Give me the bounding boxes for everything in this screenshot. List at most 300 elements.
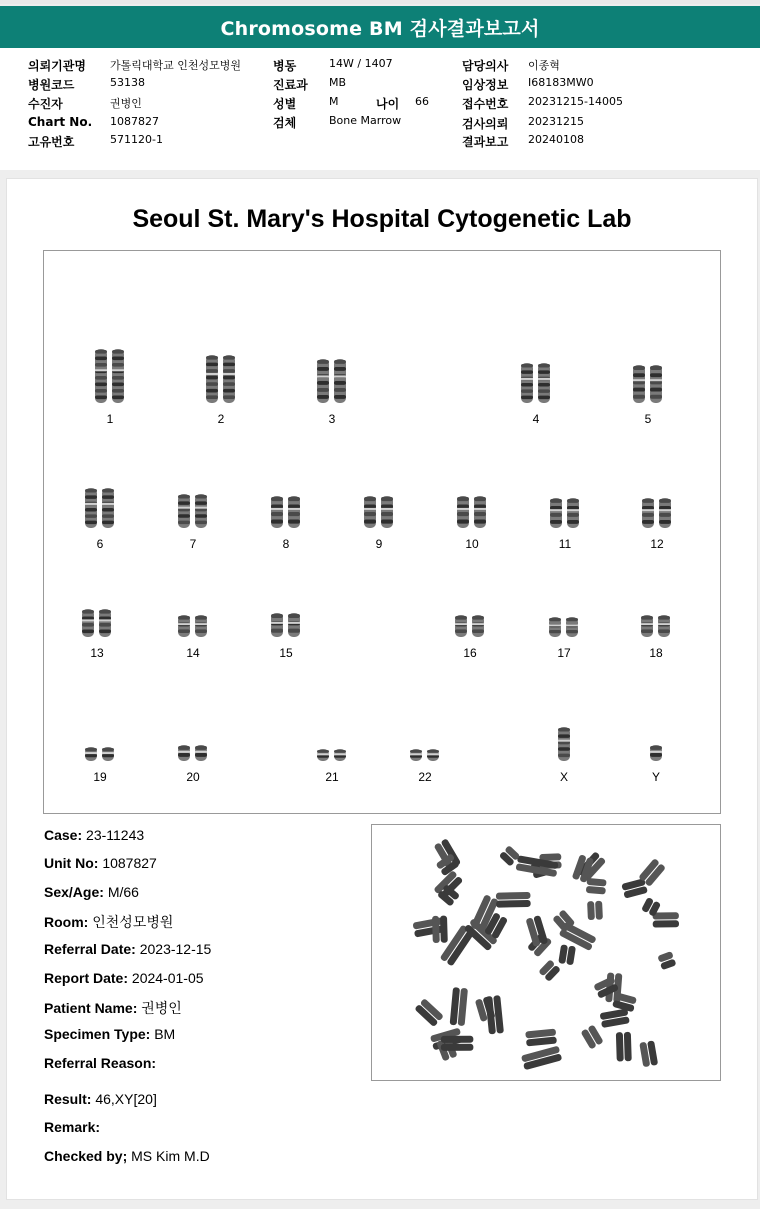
chromosome-band (650, 395, 662, 399)
chromosome-band (381, 497, 393, 501)
chromosome-band (550, 513, 562, 517)
chromosome-pair (175, 614, 211, 638)
centromere (85, 503, 97, 505)
metaphase-chromosome (580, 1024, 603, 1049)
chromosome-label: 12 (650, 537, 664, 551)
chromosome-band (659, 520, 671, 524)
centromere (271, 622, 283, 624)
centromere (178, 623, 190, 625)
chromosome-band (658, 629, 670, 633)
chromosome-band (633, 395, 645, 399)
chromosome-label: 16 (463, 646, 477, 660)
info-label: 진료과 (273, 78, 308, 92)
chromosome-pair (82, 746, 118, 762)
centromere (223, 373, 235, 375)
chromosome-band (659, 513, 671, 517)
chromosome-band (82, 610, 94, 614)
chromosome-label: 15 (279, 646, 293, 660)
chromosome-band (85, 495, 97, 498)
chromosome-band (427, 750, 439, 753)
centromere (538, 378, 550, 380)
chromosome-pair (314, 748, 350, 762)
chromosome-band (633, 373, 645, 377)
chromosome-band (641, 616, 653, 620)
centromere (317, 753, 329, 755)
chromosome-label: 10 (465, 537, 479, 551)
info-value: 53138 (110, 76, 145, 89)
chromosome-pair (361, 495, 397, 529)
chromosome-band (223, 363, 235, 367)
chromosome-band (650, 373, 662, 377)
chromosome-band (195, 514, 207, 518)
chromosome-band (85, 514, 97, 517)
chromosome-band (457, 497, 469, 501)
chromosome-band (558, 747, 570, 751)
field-remark: Remark: (44, 1119, 101, 1135)
chromosome-label: 22 (418, 770, 432, 784)
chromosome-band (521, 370, 533, 373)
chromosome-band (334, 381, 346, 385)
centromere (195, 623, 207, 625)
chromosome-band (472, 629, 484, 633)
chromosome-band (410, 755, 422, 758)
metaphase-chromosome (538, 959, 561, 982)
report-header (0, 6, 760, 48)
chromosome-band (178, 746, 190, 750)
centromere (317, 375, 329, 377)
centromere (82, 619, 94, 621)
chromosome-band (102, 489, 114, 492)
centromere (195, 507, 207, 509)
metaphase-chromosome (653, 912, 679, 927)
chromosome-band (288, 512, 300, 516)
centromere (455, 623, 467, 625)
info-value: 1087827 (110, 115, 159, 128)
chromosome-band (223, 389, 235, 393)
info-label: 성별 (273, 97, 297, 111)
chromosome-band (364, 497, 376, 501)
chromosome-pair (203, 354, 239, 404)
chromosome-band (457, 512, 469, 516)
chromosome-band (558, 728, 570, 732)
chromosome-band (288, 629, 300, 633)
centromere (474, 508, 486, 510)
centromere (381, 508, 393, 510)
chromosome-band (195, 746, 207, 750)
chromosome-band (85, 508, 97, 511)
chromosome-band (112, 363, 124, 367)
chromosome-band (223, 369, 235, 373)
chromosome-pair (639, 497, 675, 529)
centromere (288, 508, 300, 510)
info-label: 고유번호 (28, 135, 75, 149)
chromosome-pair (452, 614, 488, 638)
centromere (334, 375, 346, 377)
centromere (410, 753, 422, 755)
chromosome-band (223, 382, 235, 386)
chromosome-band (521, 389, 533, 392)
chromosome-pair (268, 612, 304, 638)
info-label: 담당의사 (462, 59, 509, 73)
chromosome-band (288, 614, 300, 618)
centromere (271, 508, 283, 510)
centromere (457, 508, 469, 510)
info-value: 66 (415, 95, 429, 108)
centromere (178, 751, 190, 753)
chromosome-pair (649, 744, 663, 762)
chromosome-label: 21 (325, 770, 339, 784)
chromosome-band (538, 389, 550, 392)
chromosome-band (334, 750, 346, 753)
chromosome-pair (82, 487, 118, 529)
chromosome-pair (268, 495, 304, 529)
chromosome-band (538, 383, 550, 386)
chromosome-band (95, 396, 107, 400)
karyotype-panel (43, 250, 721, 814)
chromosome-band (410, 750, 422, 753)
centromere (566, 624, 578, 626)
chromosome-band (457, 520, 469, 524)
field-checked-by: Checked by; MS Kim M.D (44, 1148, 210, 1164)
chromosome-band (455, 616, 467, 620)
chromosome-band (206, 376, 218, 380)
chromosome-band (206, 369, 218, 373)
chromosome-band (195, 753, 207, 757)
field-sex-age: Sex/Age: M/66 (44, 884, 139, 900)
chromosome-band (95, 376, 107, 380)
chromosome-band (195, 495, 207, 499)
chromosome-band (99, 610, 111, 614)
chromosome-band (567, 520, 579, 524)
chromosome-band (472, 616, 484, 620)
chromosome-band (85, 748, 97, 751)
chromosome-band (95, 357, 107, 361)
chromosome-band (95, 383, 107, 387)
info-value: 권병인 (110, 97, 142, 110)
centromere (334, 753, 346, 755)
report-card (6, 178, 758, 1200)
chromosome-band (206, 356, 218, 360)
metaphase-chromosome (657, 951, 676, 970)
chromosome-label: 11 (558, 537, 572, 551)
chromosome-pair (546, 616, 582, 638)
field-referral-date: Referral Date: 2023-12-15 (44, 941, 212, 957)
chromosome-band (334, 395, 346, 399)
info-value: I68183MW0 (528, 76, 594, 89)
chromosome-band (82, 623, 94, 627)
chromosome-band (521, 383, 533, 386)
centromere (206, 373, 218, 375)
chromosome-band (538, 370, 550, 373)
chromosome-band (271, 520, 283, 524)
chromosome-label: 17 (557, 646, 571, 660)
chromosome-pair (92, 348, 128, 404)
chromosome-band (112, 376, 124, 380)
metaphase-chromosome (600, 1008, 630, 1028)
chromosome-band (85, 521, 97, 524)
chromosome-band (95, 389, 107, 393)
chromosome-band (566, 630, 578, 633)
info-label: 임상정보 (462, 78, 509, 92)
chromosome-band (317, 360, 329, 364)
chromosome-label: 14 (186, 646, 200, 660)
chromosome-band (178, 514, 190, 518)
field-case: Case: 23-11243 (44, 827, 145, 843)
chromosome-band (99, 623, 111, 627)
metaphase-chromosome (587, 901, 603, 920)
chromosome-pair (547, 497, 583, 529)
field-room: Room: 인천성모병원 (44, 914, 174, 930)
info-label: 병동 (273, 59, 297, 73)
chromosome-band (633, 366, 645, 370)
info-value: 가톨릭대학교 인천성모병원 (110, 59, 242, 72)
chromosome-label: Y (651, 770, 660, 784)
centromere (178, 507, 190, 509)
chromosome-band (271, 614, 283, 618)
chromosome-pair (518, 362, 554, 404)
field-referral-reason: Referral Reason: (44, 1055, 157, 1071)
chromosome-band (650, 366, 662, 370)
chromosome-band (99, 630, 111, 634)
centromere (102, 752, 114, 754)
chromosome-band (195, 616, 207, 620)
chromosome-band (538, 396, 550, 399)
chromosome-band (474, 512, 486, 516)
metaphase-chromosome (499, 845, 521, 867)
info-value: 571120-1 (110, 133, 163, 146)
chromosome-label: 13 (90, 646, 104, 660)
chromosome-band (95, 350, 107, 354)
info-label: 검사의뢰 (462, 117, 509, 131)
chromosome-label: 3 (328, 412, 336, 426)
chromosome-band (112, 396, 124, 400)
info-label: 수진자 (28, 97, 63, 111)
metaphase-chromosome (616, 1032, 632, 1062)
chromosome-band (642, 499, 654, 503)
metaphase-chromosome (414, 998, 444, 1027)
info-value: MB (329, 76, 347, 89)
chromosome-band (364, 512, 376, 516)
metaphase-spread (372, 825, 720, 1080)
chromosome-band (288, 497, 300, 501)
chromosome-band (178, 753, 190, 757)
chromosome-band (381, 520, 393, 524)
chromosome-band (288, 520, 300, 524)
chromosome-band (650, 753, 662, 757)
chromosome-band (112, 389, 124, 393)
chromosome-band (206, 395, 218, 399)
field-specimen-type: Specimen Type: BM (44, 1026, 176, 1042)
centromere (427, 753, 439, 755)
chromosome-band (558, 754, 570, 758)
info-value: 20231215-14005 (528, 95, 623, 108)
info-value: 20231215 (528, 115, 584, 128)
chromosome-band (558, 734, 570, 738)
chromosome-band (317, 381, 329, 385)
centromere (364, 508, 376, 510)
chromosome-label: 6 (96, 537, 104, 551)
centromere (642, 509, 654, 511)
metaphase-chromosome (612, 992, 637, 1012)
chromosome-band (102, 748, 114, 751)
chromosome-band (102, 495, 114, 498)
chromosome-band (521, 396, 533, 399)
chromosome-band (650, 746, 662, 750)
chromosome-label: 9 (375, 537, 383, 551)
chromosome-band (567, 513, 579, 517)
top-frame (0, 0, 760, 4)
info-value: 20240108 (528, 133, 584, 146)
info-value: 14W / 1407 (329, 57, 393, 70)
chromosome-band (334, 367, 346, 371)
chromosome-band (223, 356, 235, 360)
metaphase-chromosome (496, 892, 531, 908)
chromosome-band (658, 616, 670, 620)
centromere (85, 752, 97, 754)
lab-title: Seoul St. Mary's Hospital Cytogenetic Lab (132, 205, 632, 233)
chromosome-band (223, 376, 235, 380)
info-label: 의뢰기관명 (28, 59, 86, 73)
chromosome-label: 18 (649, 646, 663, 660)
chromosome-band (178, 616, 190, 620)
chromosome-band (474, 497, 486, 501)
chromosome-label: 1 (106, 412, 114, 426)
chromosome-band (633, 388, 645, 392)
chromosome-band (642, 520, 654, 524)
metaphase-chromosome (639, 1040, 658, 1067)
metaphase-chromosome (621, 878, 648, 899)
chromosome-label: 19 (93, 770, 107, 784)
chromosome-pair (630, 364, 666, 404)
chromosome-pair (638, 614, 674, 638)
chromosome-label: 2 (217, 412, 225, 426)
chromosome-band (271, 497, 283, 501)
metaphase-chromosome (558, 944, 576, 965)
field-unit-no: Unit No: 1087827 (44, 855, 157, 871)
chromosome-band (271, 629, 283, 633)
chromosome-band (334, 755, 346, 758)
field-report-date: Report Date: 2024-01-05 (44, 970, 204, 986)
chromosome-band (566, 618, 578, 621)
chromosome-band (112, 383, 124, 387)
chromosome-band (206, 382, 218, 386)
chromosome-label: 8 (282, 537, 290, 551)
chromosome-band (178, 629, 190, 633)
centromere (112, 369, 124, 371)
centromere (549, 624, 561, 626)
info-label: 접수번호 (462, 97, 509, 111)
chromosome-band (549, 630, 561, 633)
chromosome-label: 4 (532, 412, 540, 426)
chromosome-band (334, 388, 346, 392)
patient-info-block (0, 48, 760, 170)
chromosome-band (521, 364, 533, 367)
metaphase-chromosome (525, 1029, 557, 1047)
chromosome-band (427, 755, 439, 758)
chromosome-band (271, 512, 283, 516)
chromosome-band (650, 388, 662, 392)
centromere (95, 369, 107, 371)
chromosome-pair (314, 358, 350, 404)
chromosome-pair (454, 495, 490, 529)
chromosome-band (112, 357, 124, 361)
info-label: 결과보고 (462, 135, 509, 149)
chromosome-band (85, 754, 97, 757)
field-patient-name: Patient Name: 권병인 (44, 1000, 182, 1016)
chromosome-band (455, 629, 467, 633)
chromosome-band (550, 499, 562, 503)
chromosome-band (195, 501, 207, 505)
chromosome-pair (557, 726, 571, 762)
chromosome-band (95, 363, 107, 367)
chromosome-band (567, 499, 579, 503)
metaphase-image (371, 824, 721, 1081)
metaphase-chromosome (521, 1046, 562, 1071)
chromosome-pair (175, 493, 211, 529)
chromosome-band (317, 750, 329, 753)
chromosome-band (381, 512, 393, 516)
centromere (288, 622, 300, 624)
chromosome-band (102, 754, 114, 757)
chromosome-band (317, 388, 329, 392)
info-label: 병원코드 (28, 78, 75, 92)
centromere (633, 379, 645, 381)
chromosome-band (112, 350, 124, 354)
chromosome-band (364, 520, 376, 524)
metaphase-chromosome (525, 915, 548, 947)
chromosome-band (178, 501, 190, 505)
info-label: Chart No. (28, 115, 93, 129)
chromosome-band (317, 755, 329, 758)
chromosome-band (223, 395, 235, 399)
chromosome-label: 7 (189, 537, 197, 551)
chromosome-band (206, 363, 218, 367)
centromere (102, 503, 114, 505)
chromosome-band (549, 618, 561, 621)
centromere (521, 378, 533, 380)
chromosome-band (538, 364, 550, 367)
chromosome-band (102, 514, 114, 517)
info-label: 검체 (273, 116, 297, 130)
chromosome-band (641, 629, 653, 633)
chromosome-band (178, 521, 190, 525)
chromosome-band (317, 367, 329, 371)
chromosome-label: X (559, 770, 568, 784)
chromosome-band (195, 629, 207, 633)
info-value: 이종혁 (528, 59, 560, 72)
info-value: M (329, 95, 339, 108)
chromosome-band (85, 489, 97, 492)
report-title: Chromosome BM 검사결과보고서 (220, 17, 540, 40)
centromere (650, 379, 662, 381)
chromosome-pair (407, 748, 443, 762)
chromosome-band (550, 520, 562, 524)
info-value: Bone Marrow (329, 114, 402, 127)
chromosome-band (195, 521, 207, 525)
centromere (558, 740, 570, 742)
info-label: 나이 (376, 97, 400, 111)
chromosome-band (206, 389, 218, 393)
chromosome-band (474, 520, 486, 524)
chromosome-band (334, 360, 346, 364)
chromosome-band (642, 513, 654, 517)
chromosome-label: 5 (644, 412, 652, 426)
centromere (567, 509, 579, 511)
chromosome-band (317, 395, 329, 399)
centromere (550, 509, 562, 511)
chromosome-pair (79, 608, 115, 638)
chromosome-label: 20 (186, 770, 200, 784)
